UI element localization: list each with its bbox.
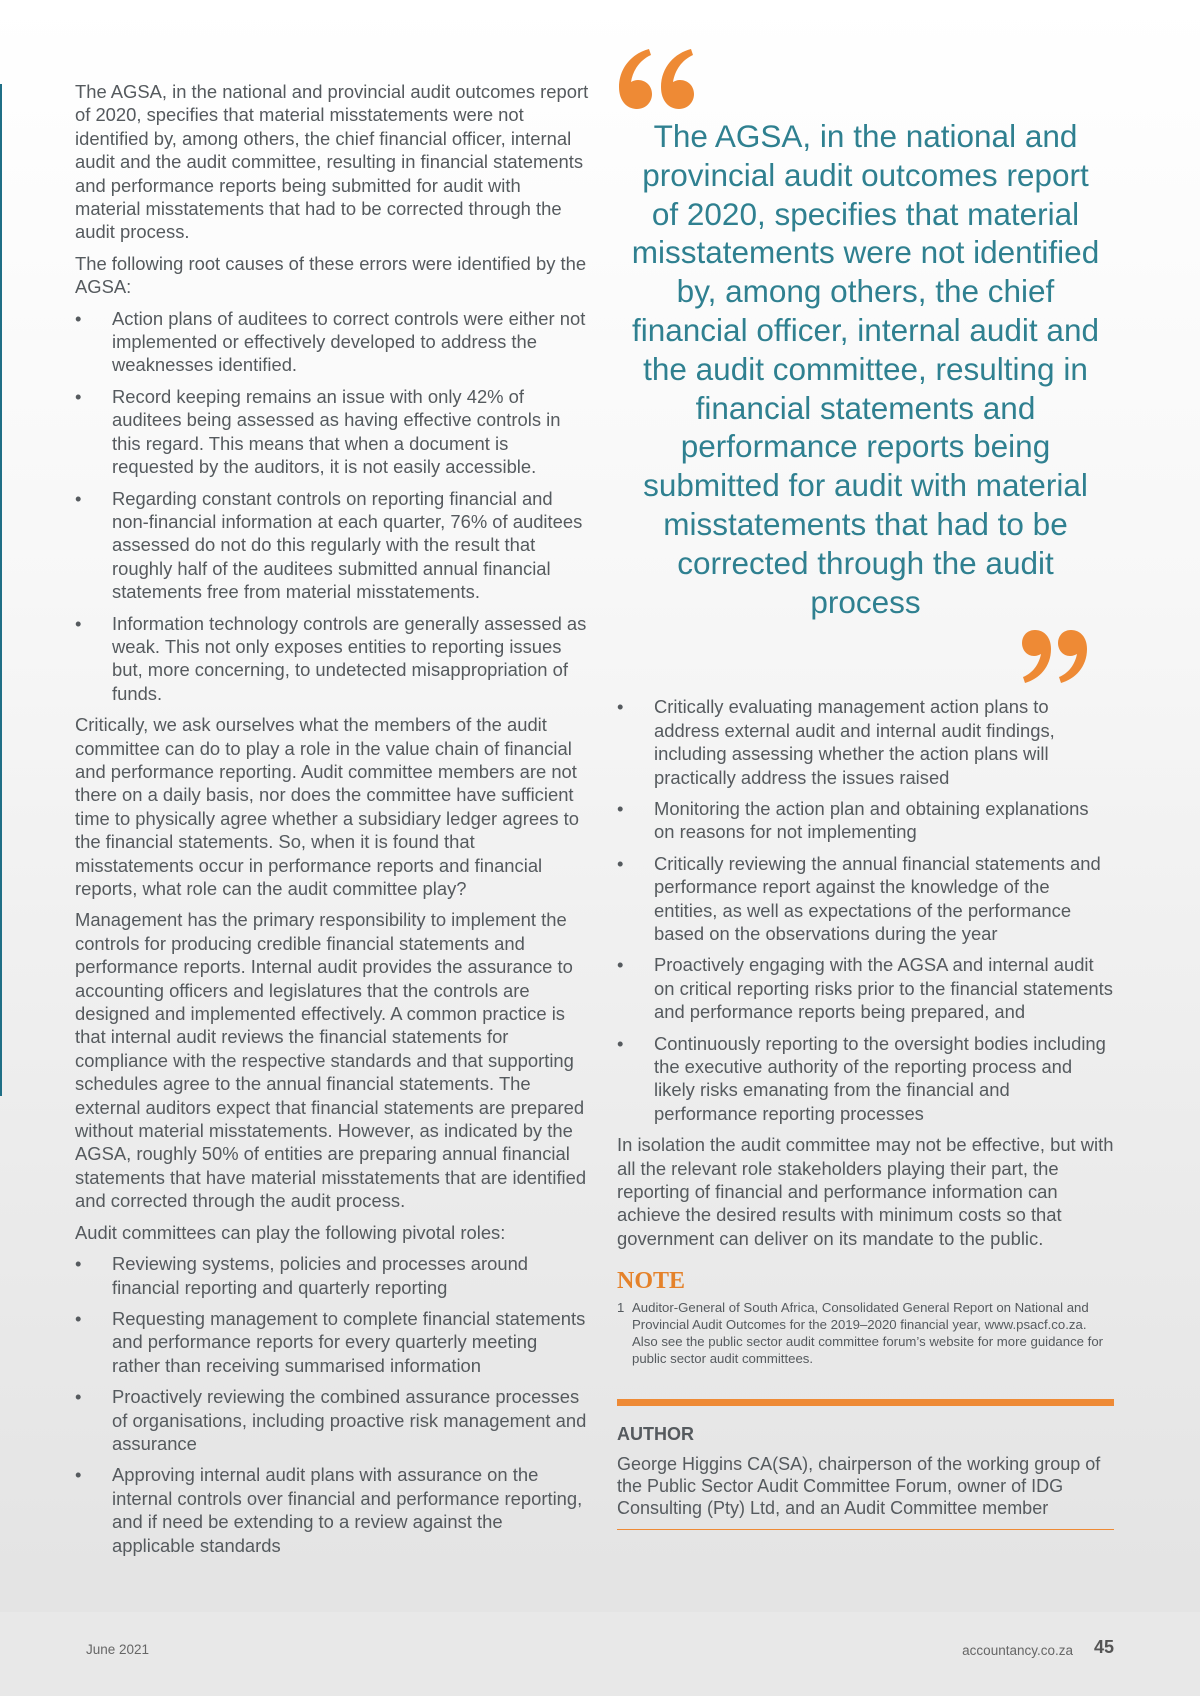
roles-list-continued [617,695,1114,1125]
list-item: • Requesting management to complete financial statements and performance reports for every quarterly meeting rather than receiving summarised information [75,1307,590,1377]
close-quote-icon [1019,627,1089,687]
list-item: • Information technology controls are generally assessed as weak. This not only exposes entities to reporting issues but, more concerning, to undetected misappropriation of funds. [75,612,590,706]
list-item: • Proactively reviewing the combined assurance processes of organisations, including proactive risk management and assurance [75,1385,590,1455]
page-number: 45 [1093,1637,1114,1657]
author-divider [617,1399,1114,1406]
roles-list [75,1252,590,1557]
list-item: • Critically evaluating management action plans to address external audit and internal audit findings, including assessing whether the action plans will practically address the issues raised [617,695,1114,789]
list-item: • Reviewing systems, policies and processes around financial reporting and quarterly reporting [75,1252,590,1299]
list-item: • Continuously reporting to the oversight bodies including the executive authority of the reporting process and likely risks emanating from the financial and performance reporting processes [617,1032,1114,1126]
footnote [617,1299,1114,1367]
list-item: • Proactively engaging with the AGSA and internal audit on critical reporting risks prior to the financial statements and performance reports being prepared, and [617,953,1114,1023]
body-paragraph: Critically, we ask ourselves what the members of the audit committee can do to play a role in the value chain of financial and performance reporting. Audit committee members are not there on a daily basis, nor does the committee have sufficient time to physically agree whether a subsidiary ledger agrees to the financial statements. So, when it is found that misstatements occur in performance reports and financial reports, what role can the audit committee play? [75,714,579,899]
root-causes-list [75,307,590,706]
right-column [617,45,1114,1530]
author-bottom-rule [617,1529,1114,1530]
page-footer [0,1612,1200,1696]
website-link[interactable]: accountancy.co.za [962,1643,1073,1658]
conclusion-paragraph: In isolation the audit committee may not be effective, but with all the relevant role stakeholders playing their part, the reporting of financial and performance information can achieve the desired results with minimum costs so that government can deliver on its mandate to the public. [617,1134,1114,1249]
list-item: • Record keeping remains an issue with only 42% of auditees being assessed as having effective controls in this regard. This means that when a document is requested by the auditors, it is not easily accessible. [75,385,590,479]
author-bio: George Higgins CA(SA), chairperson of the working group of the Public Sector Audit Committee Forum, owner of IDG Consulting (Pty) Ltd, and an Audit Committee member [617,1454,1101,1519]
footnote-number: 1 [617,1300,625,1316]
list-item: • Regarding constant controls on reporting financial and non-financial information at each quarter, 76% of auditees assessed do not do this regularly with the result that roughly half of the auditees submitted annual financial statements free from material misstatements. [75,487,590,604]
right-body [617,695,1114,1250]
note-heading: NOTE [617,1268,686,1295]
author-heading: AUTHOR [617,1424,694,1445]
open-quote-icon [615,45,695,113]
roles-intro: Audit committees can play the following pivotal roles: [75,1221,506,1243]
issue-date: June 2021 [86,1642,150,1657]
list-item: • Critically reviewing the annual financial statements and performance report against the knowledge of the entities, as well as expectations of the performance based on the observations during the year [617,852,1114,946]
list-item: • Approving internal audit plans with assurance on the internal controls over financial and performance reporting, and if need be extending to a review against the applicable standards [75,1463,590,1557]
left-margin-rule [0,84,2,1096]
root-causes-intro: The following root causes of these errors were identified by the AGSA: [75,252,587,298]
list-item: • Action plans of auditees to correct controls were either not implemented or effectively developed to address the weaknesses identified. [75,307,590,377]
body-paragraph: Management has the primary responsibility to implement the controls for producing credible financial statements and performance reports. Internal audit provides the assurance to accounting officers and legislatures that the controls are designed and implemented effectively. A common practice is that internal audit reviews the financial statements for compliance with the respective standards and that supporting schedules agree to the annual financial statements. The external auditors expect that financial statements are prepared without material misstatements. However, as indicated by the AGSA, roughly 50% of entities are preparing annual financial statements that have material misstatements that are identified and corrected through the audit process. [75,909,587,1212]
footnote-text: Auditor-General of South Africa, Consolidated General Report on National and Provincial Audit Outcomes for the 2019–2020 financial year, www.psacf.co.za. Also see the public sector audit committee forum’s website for more guidance for public sector audit committees. [632,1300,1104,1367]
left-column [75,80,590,1565]
pull-quote: The AGSA, in the national and provincial audit outcomes report of 2020, specifies that material misstatements were not identified by, among others, the chief financial officer, internal audit and the audit committee, resulting in financial statements and performance reports being submitted for audit with material misstatements that had to be corrected through the audit process [631,118,1100,620]
intro-paragraph: The AGSA, in the national and provincial audit outcomes report of 2020, specifies that material misstatements were not identified by, among others, the chief financial officer, internal audit and the audit committee, resulting in financial statements and performance reports being submitted for audit with material misstatements that had to be corrected through the audit process. [75,81,589,243]
list-item: • Monitoring the action plan and obtaining explanations on reasons for not implementing [617,797,1114,844]
